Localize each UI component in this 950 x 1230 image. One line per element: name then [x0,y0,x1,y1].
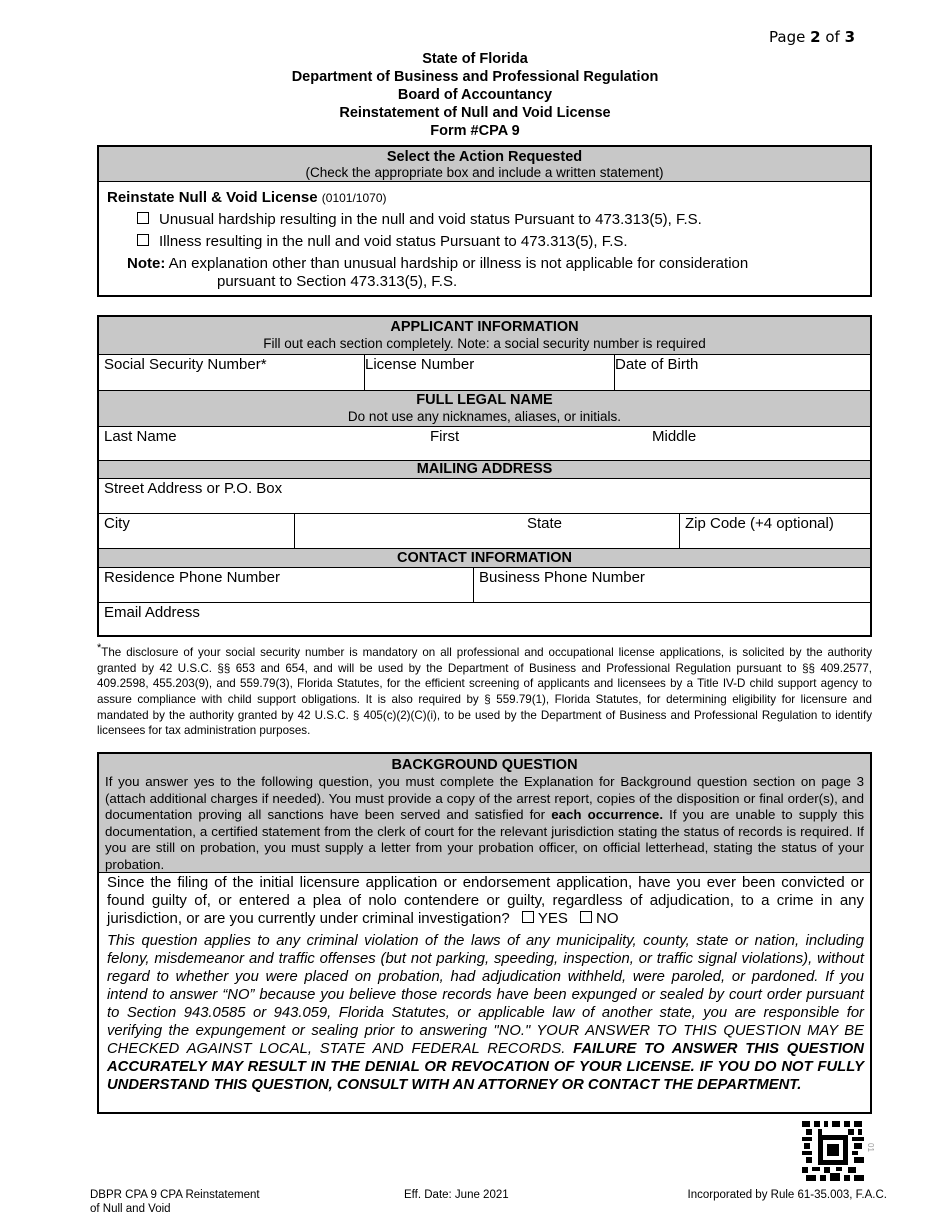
header-form-number: Form #CPA 9 [430,123,520,139]
applicant-information-section [97,315,872,637]
footer-effective-date: Eff. Date: June 2021 [404,1189,509,1201]
yes-checkbox[interactable] [522,911,534,923]
qr-code [802,1121,864,1181]
applicant-subtitle: Fill out each section completely. Note: a social security number is required [263,336,706,351]
page-number: Page 2 of 3 [769,28,855,46]
header-department: Department of Business and Professional Regulation [291,69,659,85]
no-label: NO [596,910,619,927]
background-question-section [97,752,872,1114]
first-name-field[interactable]: First [430,428,460,445]
action-code: (0101/1070) [321,191,387,205]
no-checkbox[interactable] [580,911,592,923]
header-board: Board of Accountancy [397,87,553,103]
background-question: Since the filing of the initial licensure application or endorsement application, have you ever been convicted or found guilty of, or entered a plea of nolo contendere or guilty, regardless of adjudication, to a crime in any jurisdiction, or are you currently under criminal investigation? YES NO [107,874,864,927]
last-name-field[interactable]: Last Name [104,428,177,445]
qr-label: 01 [865,1143,875,1152]
email-field[interactable]: Email Address [104,604,200,621]
ssn-field[interactable]: Social Security Number* [104,356,267,373]
header-state: State of Florida [422,51,528,67]
hardship-checkbox[interactable] [137,212,149,224]
header-form-title: Reinstatement of Null and Void License [339,105,611,121]
zip-code-field[interactable]: Zip Code (+4 optional) [679,514,870,548]
action-requested-section [97,145,872,297]
applicant-title: APPLICANT INFORMATION [390,319,579,335]
yes-label: YES [537,910,568,927]
ssn-disclosure: *The disclosure of your social security number is mandatory on all professional and occupational license applications, is solicited by the authority granted by 42 U.S.C. §§ 653 and 654, and will be used by the Department of Business and Professional Regulation pursuant to §§ 409.2577, 409.2598, 455.203(9), and 559.79(3), Florida Statutes, for the efficient screening of applicants and licensees by a Title IV-D child support agency to assure compliance with child support obligations. It is also required by § 559.79(1), Florida Statutes, for determining eligibility for licensure and mandated by the authority granted by 42 U.S.C. § 405(c)(2)(C)(i), to be used by the Department of Business and Professional Regulation to identify licensees for tax administration purposes. [97,642,872,738]
illness-checkbox[interactable] [137,234,149,246]
option-illness-label: Illness resulting in the null and void status Pursuant to 473.313(5), F.S. [159,233,628,250]
action-heading: Reinstate Null & Void License [107,189,318,206]
license-number-field[interactable]: License Number [364,355,614,390]
mailing-address-title: MAILING ADDRESS [99,460,870,478]
qr-code-graphic [802,1121,864,1181]
business-phone-field[interactable]: Business Phone Number [473,568,870,602]
middle-name-field[interactable]: Middle [652,428,697,445]
action-title: Select the Action Requested [386,149,583,165]
form-header [0,50,950,140]
option-illness[interactable] [107,231,870,253]
full-legal-name-subtitle: Do not use any nicknames, aliases, or initials. [347,409,622,424]
street-address-field[interactable]: Street Address or P.O. Box [104,480,283,497]
background-title: BACKGROUND QUESTION [391,757,578,773]
footer-form-id: DBPR CPA 9 CPA Reinstatement of Null and Void [90,1189,260,1215]
action-note: Note: An explanation other than unusual hardship or illness is not applicable for consideration pursuant to Section 473.313(5), F.S. [127,255,749,290]
contact-information-title: CONTACT INFORMATION [99,548,870,567]
state-field[interactable]: State [294,514,679,548]
background-notice: This question applies to any criminal violation of the laws of any municipality, county, state or nation, including felony, misdemeanor and traffic offenses (but not parking, speeding, inspection, or traffic signal violations), without regard to whether you were placed on probation, had adjudication withheld, were paroled, or pardoned. If you intend to answer “NO” because you believe those records have been expunged or sealed by court order pursuant to Section 943.0585 or 943.059, Florida Statutes, or applicable law of another state, you are responsible for verifying the expungement or sealing prior to answering "NO." YOUR ANSWER TO THIS QUESTION MAY BE CHECKED AGAINST LOCAL, STATE AND FEDERAL RECORDS. FAILURE TO ANSWER THIS QUESTION ACCURATELY MAY RESULT IN THE DENIAL OR REVOCATION OF YOUR LICENSE. IF YOU DO NOT FULLY UNDERSTAND THIS QUESTION, CONSULT WITH AN ATTORNEY OR CONTACT THE DEPARTMENT. [107,933,864,1093]
footer-rule: Incorporated by Rule 61-35.003, F.A.C. [687,1189,887,1201]
residence-phone-field[interactable]: Residence Phone Number [104,569,280,586]
action-subtitle: (Check the appropriate box and include a written statement) [305,165,664,180]
city-field[interactable]: City [104,515,130,532]
full-legal-name-title: FULL LEGAL NAME [416,392,553,408]
dob-field[interactable]: Date of Birth [614,355,870,390]
option-hardship-label: Unusual hardship resulting in the null and void status Pursuant to 473.313(5), F.S. [159,211,702,228]
option-hardship[interactable] [107,209,870,231]
background-instructions: If you answer yes to the following question, you must complete the Explanation for Background question section on page 3 (attach additional charges if needed). You must provide a copy of the arrest report, copies of the disposition or final order(s), and documentation proving all sanctions have been served and satisfied for each occurrence. If you are unable to supply this documentation, a certified statement from the clerk of court for the relevant jurisdiction stating the status of records is required. If you are still on probation, you must supply a letter from your probation officer, on official letterhead, stating the status of your probation. [105,774,864,872]
